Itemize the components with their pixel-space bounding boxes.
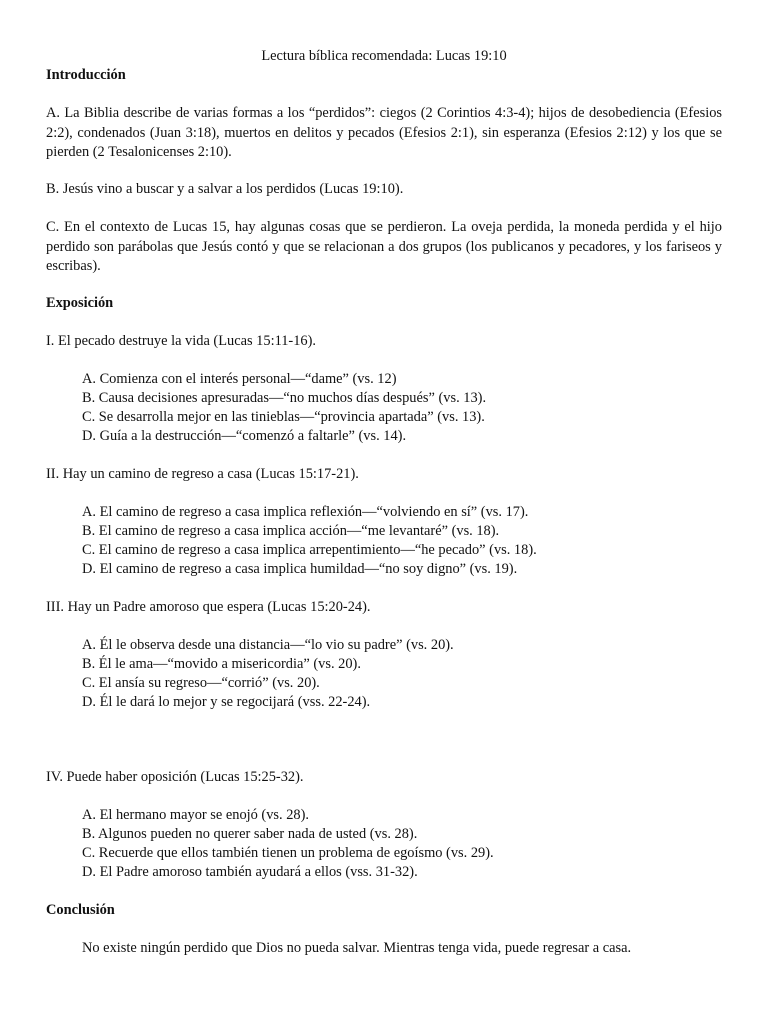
intro-paragraph-b: B. Jesús vino a buscar y a salvar a los perdidos (Lucas 19:10).: [46, 181, 404, 197]
outline-item: B. Algunos pueden no querer saber nada de usted (vs. 28).: [82, 826, 418, 842]
recommended-reading: Lectura bíblica recomendada: Lucas 19:10: [261, 48, 507, 64]
intro-paragraph-c: C. En el contexto de Lucas 15, hay algunas cosas que se perdieron. La oveja perdida, la moneda perdida y el hijo perdido son parábolas que Jesús contó y que se relacionan a dos grupos (los publicanos y pecadores, y los fariseos y escribas).: [46, 219, 722, 274]
conclusion-text: No existe ningún perdido que Dios no pueda salvar. Mientras tenga vida, puede regresar a casa.: [82, 940, 632, 956]
section-title: III. Hay un Padre amoroso que espera (Lucas 15:20-24).: [46, 599, 371, 615]
section-title: II. Hay un camino de regreso a casa (Lucas 15:17-21).: [46, 466, 359, 482]
outline-item: D. El Padre amoroso también ayudará a ellos (vss. 31-32).: [82, 864, 418, 880]
outline-item: A. Comienza con el interés personal—“dame” (vs. 12): [82, 371, 397, 387]
outline-item: A. El hermano mayor se enojó (vs. 28).: [82, 807, 309, 823]
exposition-heading: Exposición: [46, 295, 114, 311]
outline-item: D. Guía a la destrucción—“comenzó a faltarle” (vs. 14).: [82, 428, 407, 444]
outline-item: B. El camino de regreso a casa implica acción—“me levantaré” (vs. 18).: [82, 523, 500, 539]
intro-heading: Introducción: [46, 67, 126, 83]
outline-item: A. El camino de regreso a casa implica reflexión—“volviendo en sí” (vs. 17).: [82, 504, 529, 520]
section-title: IV. Puede haber oposición (Lucas 15:25-32).: [46, 769, 304, 785]
outline-item: C. El ansía su regreso—“corrió” (vs. 20).: [82, 675, 320, 691]
outline-item: B. Causa decisiones apresuradas—“no muchos días después” (vs. 13).: [82, 390, 487, 406]
intro-paragraph-a: A. La Biblia describe de varias formas a los “perdidos”: ciegos (2 Corintios 4:3-4); hijos de desobediencia (Efesios 2:2), condenados (Juan 3:18), muertos en delitos y pecados (Efesios 2:1), sin esperanza (Efesios 2:12) y los que se pierden (2 Tesalonicenses 2:10).: [46, 105, 722, 160]
outline-item: C. Se desarrolla mejor en las tinieblas—“provincia apartada” (vs. 13).: [82, 409, 485, 425]
outline-item: D. Él le dará lo mejor y se regocijará (vss. 22-24).: [82, 694, 371, 710]
outline-item: C. El camino de regreso a casa implica arrepentimiento—“he pecado” (vs. 18).: [82, 542, 537, 558]
section-title: I. El pecado destruye la vida (Lucas 15:11-16).: [46, 333, 316, 349]
outline-item: B. Él le ama—“movido a misericordia” (vs. 20).: [82, 656, 361, 672]
conclusion-heading: Conclusión: [46, 902, 115, 918]
outline-item: D. El camino de regreso a casa implica humildad—“no soy digno” (vs. 19).: [82, 561, 518, 577]
outline-item: C. Recuerde que ellos también tienen un problema de egoísmo (vs. 29).: [82, 845, 494, 861]
outline-item: A. Él le observa desde una distancia—“lo vio su padre” (vs. 20).: [82, 637, 454, 653]
